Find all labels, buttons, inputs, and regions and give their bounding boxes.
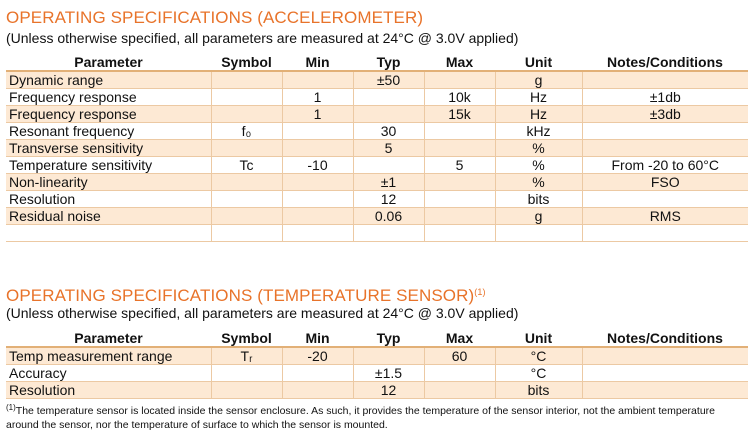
cell-notes (582, 140, 748, 157)
cell-parameter: Resolution (6, 191, 211, 208)
cell-notes (582, 225, 748, 242)
cell-symbol: Tᵣ (211, 347, 282, 365)
cell-min (282, 225, 353, 242)
cell-parameter: Dynamic range (6, 71, 211, 89)
header-typ: Typ (353, 329, 424, 347)
cell-notes (582, 365, 748, 382)
temperature-conditions-note: (Unless otherwise specified, all parameters are measured at 24°C @ 3.0V applied) (6, 305, 519, 321)
cell-min (282, 123, 353, 140)
header-notes: Notes/Conditions (582, 329, 748, 347)
cell-notes (582, 71, 748, 89)
temperature-section-title (6, 286, 486, 306)
footnote-ref: (1) (474, 287, 486, 297)
temperature-table-body (6, 347, 748, 399)
header-unit: Unit (495, 329, 582, 347)
cell-symbol (211, 191, 282, 208)
cell-typ (353, 347, 424, 365)
cell-typ: 5 (353, 140, 424, 157)
cell-unit: % (495, 174, 582, 191)
cell-max (424, 123, 495, 140)
cell-typ: 12 (353, 191, 424, 208)
header-typ: Typ (353, 53, 424, 71)
cell-min (282, 140, 353, 157)
cell-typ (353, 106, 424, 123)
cell-unit: kHz (495, 123, 582, 140)
cell-max (424, 208, 495, 225)
cell-max (424, 225, 495, 242)
cell-notes: ±1db (582, 89, 748, 106)
cell-min: -10 (282, 157, 353, 174)
cell-parameter: Non-linearity (6, 174, 211, 191)
cell-min (282, 191, 353, 208)
header-unit: Unit (495, 53, 582, 71)
table-row (6, 140, 748, 157)
cell-unit: g (495, 71, 582, 89)
cell-typ: 30 (353, 123, 424, 140)
cell-notes: FSO (582, 174, 748, 191)
cell-min (282, 382, 353, 399)
accelerometer-spec-table (6, 53, 748, 242)
cell-max (424, 71, 495, 89)
cell-symbol (211, 140, 282, 157)
table-row (6, 123, 748, 140)
cell-typ (353, 89, 424, 106)
cell-max (424, 191, 495, 208)
cell-unit: % (495, 157, 582, 174)
cell-notes (582, 191, 748, 208)
cell-unit: °C (495, 365, 582, 382)
cell-typ: 12 (353, 382, 424, 399)
cell-parameter: Temperature sensitivity (6, 157, 211, 174)
cell-unit: Hz (495, 89, 582, 106)
cell-max: 60 (424, 347, 495, 365)
cell-notes (582, 382, 748, 399)
footnote-text: The temperature sensor is located inside the sensor enclosure. As such, it provides the temperature of the sensor interior, not the ambient temperature around the sensor, nor the temperature of surface to which the sensor is mounted. (6, 405, 715, 431)
cell-parameter (6, 225, 211, 242)
cell-typ (353, 157, 424, 174)
cell-unit: % (495, 140, 582, 157)
cell-symbol (211, 174, 282, 191)
cell-notes (582, 123, 748, 140)
cell-max: 5 (424, 157, 495, 174)
cell-symbol (211, 71, 282, 89)
footnote-marker: (1) (6, 403, 16, 412)
cell-symbol: Tc (211, 157, 282, 174)
header-max: Max (424, 329, 495, 347)
cell-min (282, 208, 353, 225)
cell-max (424, 365, 495, 382)
cell-parameter: Resonant frequency (6, 123, 211, 140)
cell-parameter: Residual noise (6, 208, 211, 225)
cell-notes: From -20 to 60°C (582, 157, 748, 174)
cell-typ: 0.06 (353, 208, 424, 225)
header-symbol: Symbol (211, 329, 282, 347)
cell-typ: ±50 (353, 71, 424, 89)
table-header-row (6, 329, 748, 347)
table-row (6, 347, 748, 365)
header-notes: Notes/Conditions (582, 53, 748, 71)
cell-parameter: Accuracy (6, 365, 211, 382)
accelerometer-section-title: OPERATING SPECIFICATIONS (ACCELEROMETER) (6, 8, 424, 27)
cell-notes: RMS (582, 208, 748, 225)
cell-symbol (211, 89, 282, 106)
cell-parameter: Frequency response (6, 106, 211, 123)
accelerometer-table-body (6, 71, 748, 242)
header-parameter: Parameter (6, 329, 211, 347)
table-row (6, 174, 748, 191)
table-row (6, 382, 748, 399)
cell-unit (495, 225, 582, 242)
cell-parameter: Temp measurement range (6, 347, 211, 365)
cell-symbol (211, 208, 282, 225)
table-row (6, 71, 748, 89)
cell-unit: °C (495, 347, 582, 365)
header-parameter: Parameter (6, 53, 211, 71)
cell-max: 15k (424, 106, 495, 123)
header-max: Max (424, 53, 495, 71)
cell-symbol (211, 382, 282, 399)
table-row (6, 89, 748, 106)
table-row (6, 106, 748, 123)
cell-symbol (211, 365, 282, 382)
cell-notes (582, 347, 748, 365)
cell-unit: bits (495, 382, 582, 399)
cell-min: -20 (282, 347, 353, 365)
table-row (6, 225, 748, 242)
header-symbol: Symbol (211, 53, 282, 71)
cell-symbol (211, 106, 282, 123)
cell-max (424, 174, 495, 191)
table-row (6, 365, 748, 382)
header-min: Min (282, 329, 353, 347)
cell-typ (353, 225, 424, 242)
cell-min (282, 71, 353, 89)
cell-parameter: Transverse sensitivity (6, 140, 211, 157)
cell-min (282, 174, 353, 191)
cell-min: 1 (282, 89, 353, 106)
temperature-spec-table (6, 329, 748, 399)
cell-max: 10k (424, 89, 495, 106)
cell-parameter: Resolution (6, 382, 211, 399)
cell-symbol (211, 225, 282, 242)
cell-notes: ±3db (582, 106, 748, 123)
table-row (6, 208, 748, 225)
cell-max (424, 140, 495, 157)
cell-unit: g (495, 208, 582, 225)
table-row (6, 157, 748, 174)
accelerometer-conditions-note: (Unless otherwise specified, all parameters are measured at 24°C @ 3.0V applied) (6, 30, 519, 46)
footnote (6, 401, 748, 432)
cell-typ: ±1 (353, 174, 424, 191)
cell-max (424, 382, 495, 399)
table-header-row (6, 53, 748, 71)
table-row (6, 191, 748, 208)
cell-min: 1 (282, 106, 353, 123)
cell-symbol: f₀ (211, 123, 282, 140)
cell-parameter: Frequency response (6, 89, 211, 106)
cell-unit: Hz (495, 106, 582, 123)
cell-typ: ±1.5 (353, 365, 424, 382)
cell-unit: bits (495, 191, 582, 208)
header-min: Min (282, 53, 353, 71)
temperature-title-text: OPERATING SPECIFICATIONS (TEMPERATURE SENSOR) (6, 286, 475, 305)
cell-min (282, 365, 353, 382)
